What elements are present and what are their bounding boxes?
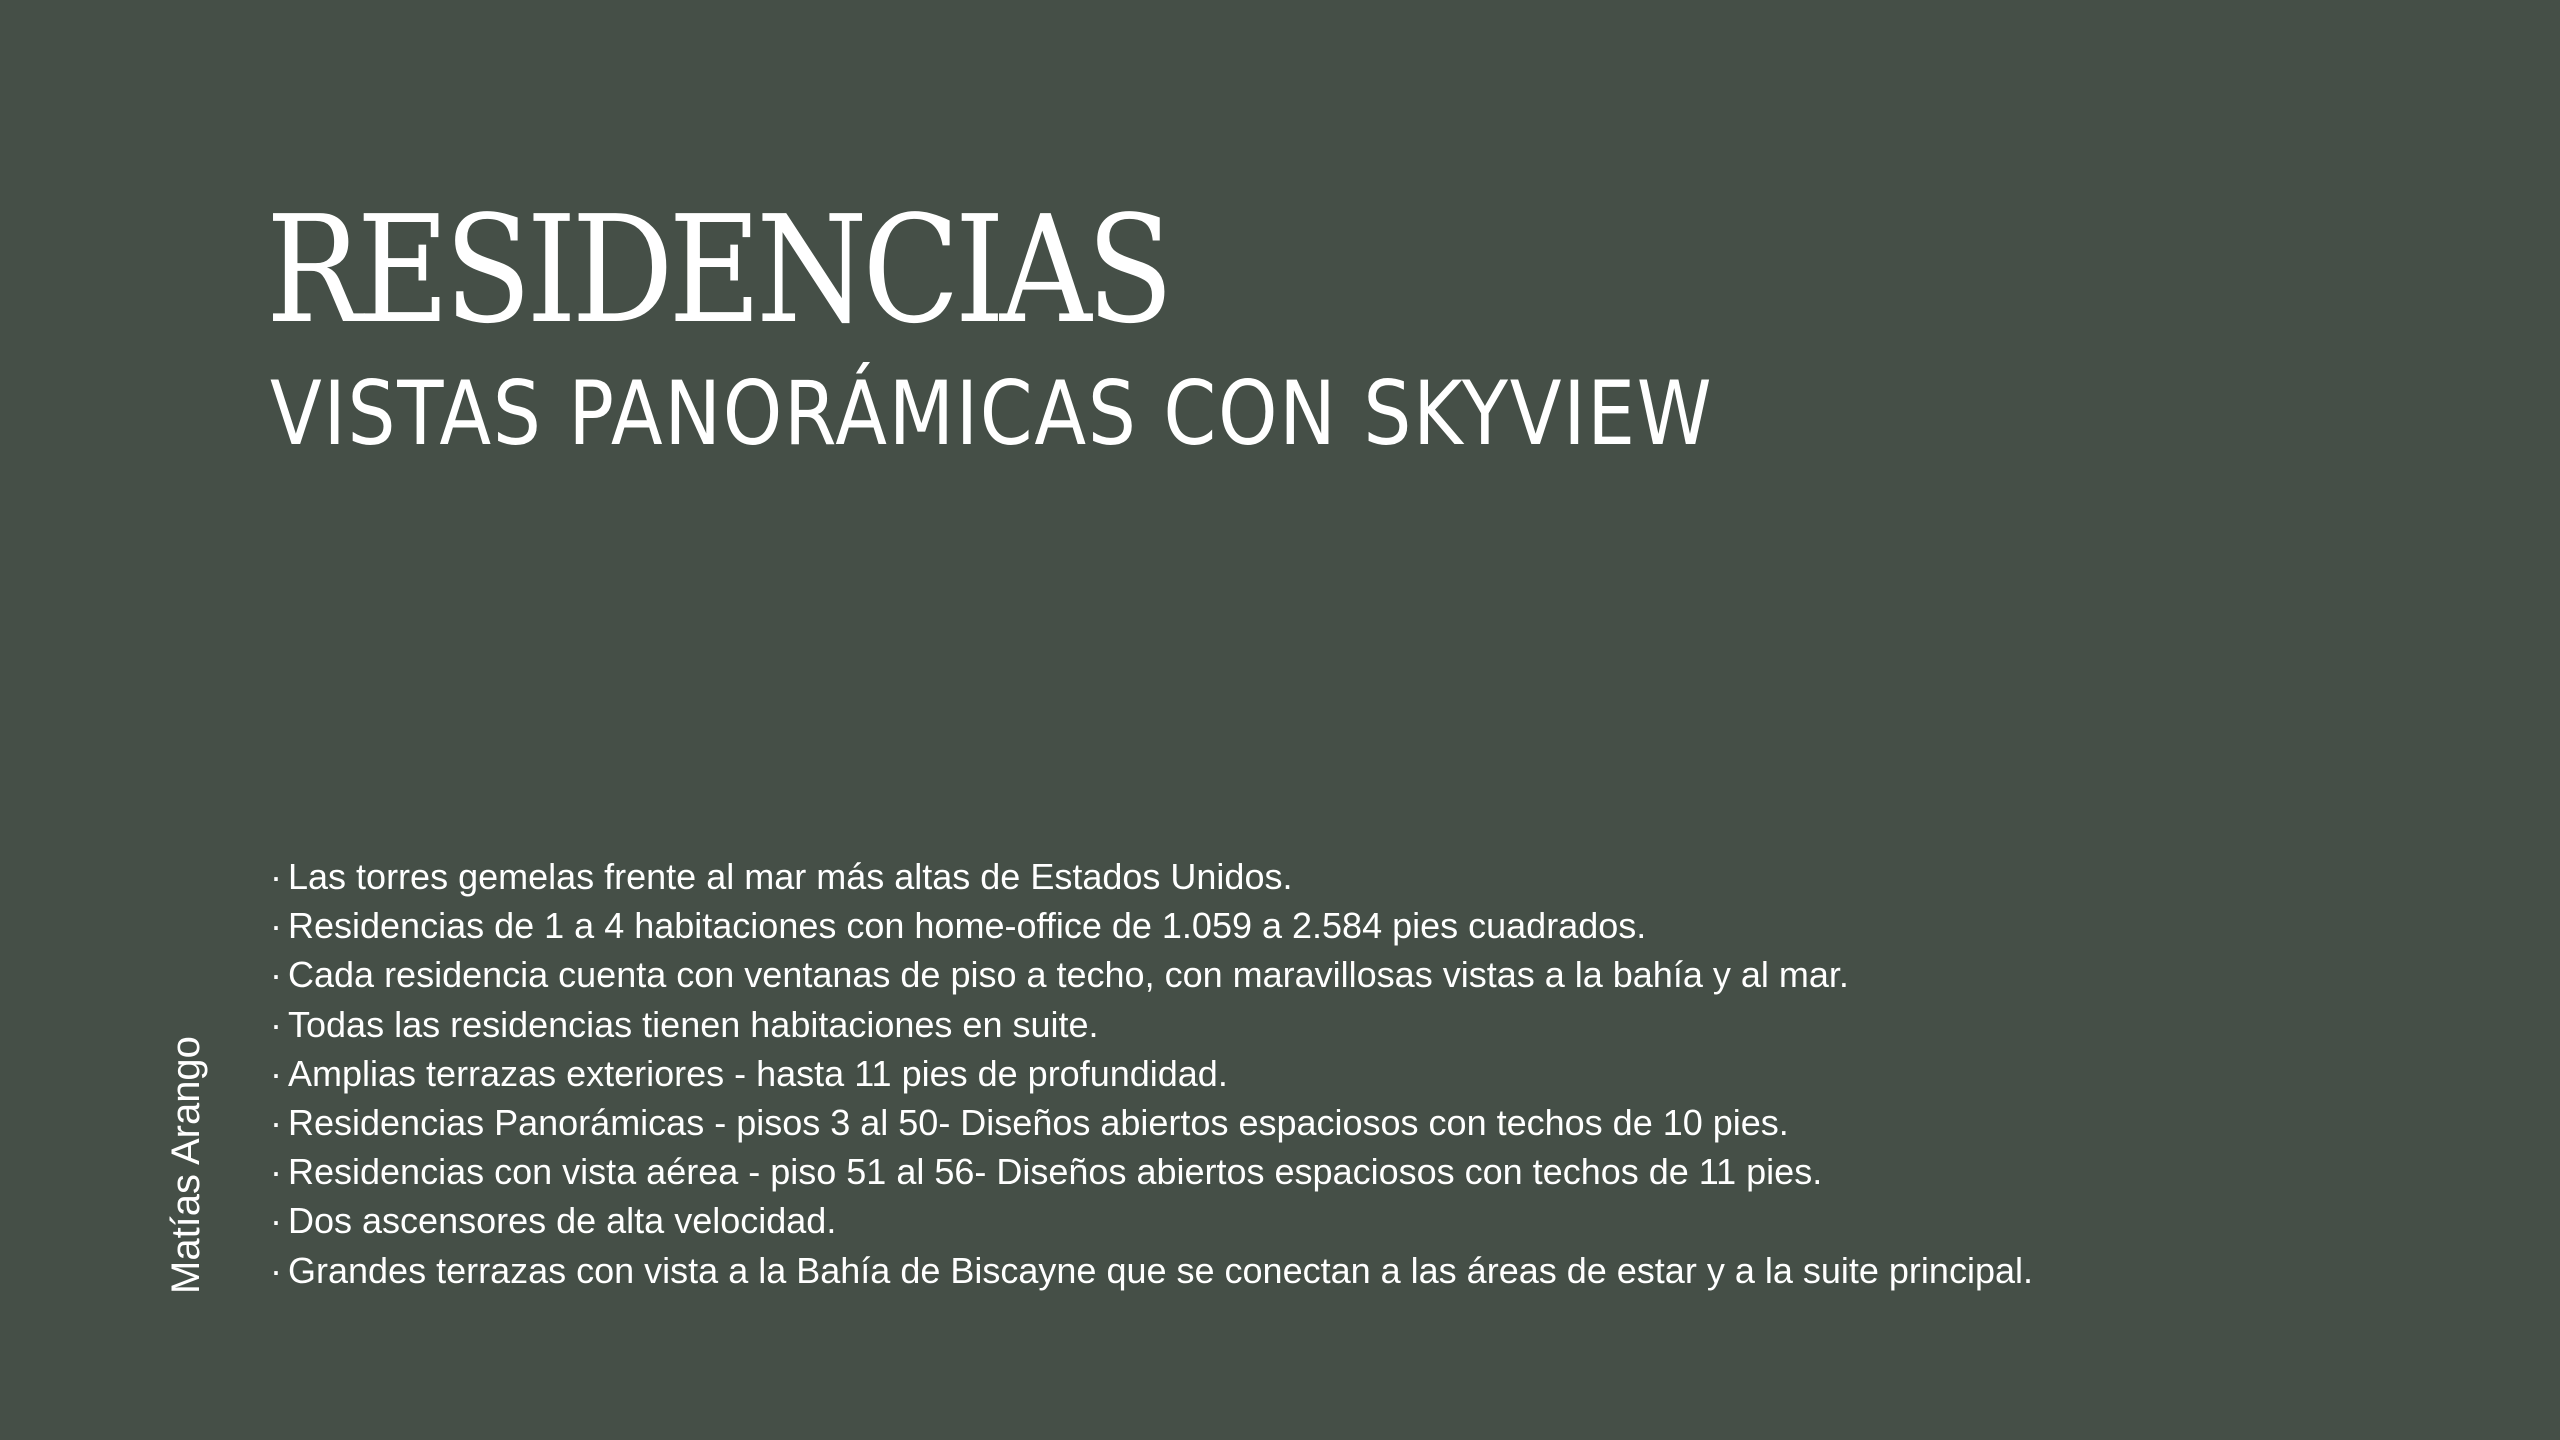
- feature-item: · Residencias de 1 a 4 habitaciones con home-office de 1.059 a 2.584 pies cuadrados.: [270, 901, 2033, 950]
- feature-item: · Dos ascensores de alta velocidad.: [270, 1196, 2033, 1245]
- feature-item: · Residencias Panorámicas - pisos 3 al 50- Diseños abiertos espaciosos con techos de 10 pies.: [270, 1098, 2033, 1147]
- slide-subtitle: VISTAS PANORÁMICAS CON SKYVIEW: [270, 362, 1714, 465]
- feature-item: · Amplias terrazas exteriores - hasta 11 pies de profundidad.: [270, 1049, 2033, 1098]
- author-name: Matías Arango: [164, 1036, 208, 1294]
- slide-title: RESIDENCIAS: [266, 184, 1169, 356]
- feature-item: · Residencias con vista aérea - piso 51 al 56- Diseños abiertos espaciosos con techos de 11 pies.: [270, 1147, 2033, 1196]
- feature-item: · Todas las residencias tienen habitaciones en suite.: [270, 1000, 2033, 1049]
- feature-item: · Las torres gemelas frente al mar más altas de Estados Unidos.: [270, 852, 2033, 901]
- feature-list: [270, 852, 2033, 1295]
- feature-item: · Cada residencia cuenta con ventanas de piso a techo, con maravillosas vistas a la bahía y al mar.: [270, 950, 2033, 999]
- feature-item: · Grandes terrazas con vista a la Bahía de Biscayne que se conectan a las áreas de estar y a la suite principal.: [270, 1246, 2033, 1295]
